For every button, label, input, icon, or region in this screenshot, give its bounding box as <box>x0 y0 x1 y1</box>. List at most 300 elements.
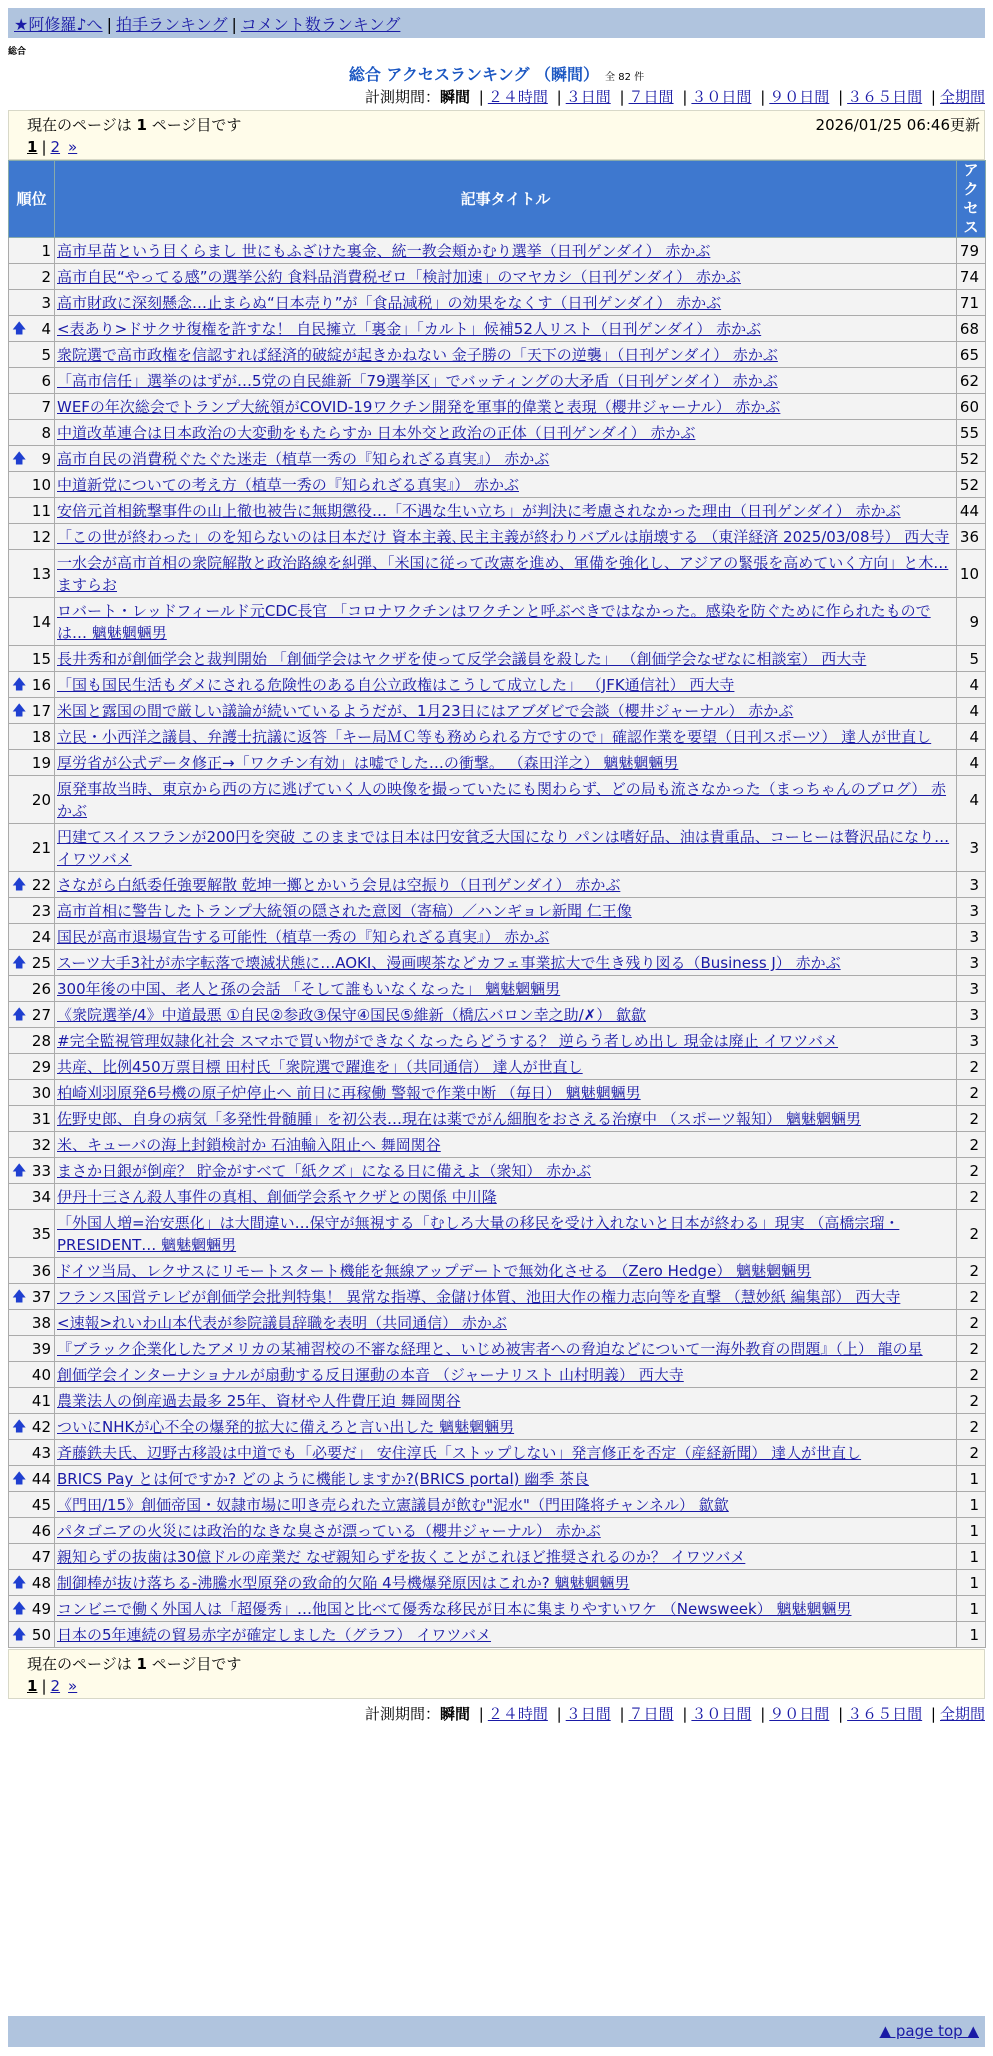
rank-cell <box>9 1388 55 1414</box>
table-row <box>9 1336 986 1362</box>
table-row <box>9 524 986 550</box>
period-current: 瞬間 <box>439 88 470 106</box>
title-cell <box>55 924 957 950</box>
current-page-text: 現在のページは 1 ページ目です <box>27 116 242 134</box>
period-3d-link-bottom[interactable]: ３日間 <box>565 1705 611 1723</box>
title-cell <box>55 1028 957 1054</box>
title-cell <box>55 1570 957 1596</box>
article-title-link[interactable]: 「高市信任」選挙のはずが…5党の自民維新「79選挙区」でバッティングの大矛盾（日刊ゲンダイ） 赤かぶ <box>57 372 778 390</box>
rank-number: 44 <box>31 1470 51 1488</box>
ranking-title: 総合 アクセスランキング （瞬間） <box>348 65 600 84</box>
article-title-link[interactable]: 柏崎刈羽原発6号機の原子炉停止へ 前日に再稼働 警報で作業中断 （毎日） 魑魅魍魎男 <box>57 1084 641 1102</box>
article-title-link[interactable]: 原発事故当時、東京から西の方に逃げていく人の映像を撮っていたにも関わらず、どの局も流さなかった（まっちゃんのブログ） 赤かぶ <box>57 780 947 820</box>
article-title-link[interactable]: 《衆院選挙/4》中道最悪 ①自民②参政③保守④国民⑤維新（橋広バロン幸之助/✗） 歙歙 <box>57 1006 646 1024</box>
rank-up-arrow-icon: 🡅 <box>12 1626 27 1643</box>
article-title-link[interactable]: 《門田/15》創価帝国・奴隷市場に叩き売られた立憲議員が飲む"泥水"（門田隆将チャンネル） 歙歙 <box>57 1496 729 1514</box>
period-7d-link-bottom[interactable]: ７日間 <box>628 1705 674 1723</box>
rank-number: 20 <box>31 791 51 809</box>
article-title-link[interactable]: 「この世が終わった」のを知らないのは日本だけ 資本主義､民主主義が終わりバブルは崩壊する （東洋経済 2025/03/08号） 西大寺 <box>57 528 950 546</box>
table-row <box>9 420 986 446</box>
rank-cell <box>9 1106 55 1132</box>
table-row <box>9 368 986 394</box>
page-top-link[interactable]: ▲ page top ▲ <box>879 2022 979 2040</box>
rank-cell <box>9 316 55 342</box>
rank-number: 34 <box>31 1188 51 1206</box>
table-row <box>9 1132 986 1158</box>
rank-cell <box>9 950 55 976</box>
title-cell <box>55 446 957 472</box>
nav-separator: | <box>231 15 237 34</box>
rank-cell <box>9 264 55 290</box>
title-cell <box>55 1284 957 1310</box>
article-title-link[interactable]: 一水会が高市首相の衆院解散と政治路線を糾弾、「米国に従って改憲を進め、軍備を強化し、アジアの緊張を高めていく方向」と木… ますらお <box>57 554 949 594</box>
period-current-bottom: 瞬間 <box>439 1705 470 1723</box>
table-row <box>9 1440 986 1466</box>
table-row <box>9 316 986 342</box>
pager-bottom: 1 | 2 » <box>27 1677 78 1695</box>
rank-cell <box>9 1080 55 1106</box>
rank-number: 9 <box>41 450 51 468</box>
title-cell <box>55 1596 957 1622</box>
rank-cell <box>9 1184 55 1210</box>
rank-number: 8 <box>41 424 51 442</box>
rank-cell <box>9 420 55 446</box>
article-title-link[interactable]: 安倍元首相銃撃事件の山上徹也被告に無期懲役…「不遇な生い立ち」が判決に考慮されなかった理由（日刊ゲンダイ） 赤かぶ <box>57 502 901 520</box>
article-title-link[interactable]: フランス国営テレビが創価学会批判特集！ 異常な指導、金儲け体質、池田大作の権力志向等を直撃 （慧妙紙 編集部） 西大寺 <box>57 1288 901 1306</box>
title-cell <box>55 290 957 316</box>
article-title-link[interactable]: #完全監視管理奴隷化社会 スマホで買い物ができなくなったらどうする？ 逆らう者しめ出し 現金は廃止 イワツバメ <box>57 1032 839 1050</box>
access-count-cell: 44 <box>957 498 986 524</box>
access-count-cell: 62 <box>957 368 986 394</box>
rank-number: 30 <box>31 1084 51 1102</box>
title-cell <box>55 824 957 872</box>
title-cell <box>55 1132 957 1158</box>
access-count-cell: 2 <box>957 1132 986 1158</box>
article-title-link[interactable]: スーツ大手3社が赤字転落で壊滅状態に…AOKI、漫画喫茶などカフェ事業拡大で生き残り図る（Business J） 赤かぶ <box>57 954 841 972</box>
rank-up-arrow-icon: 🡅 <box>12 320 27 337</box>
title-cell <box>55 750 957 776</box>
rank-column-header: 順位 <box>9 161 55 238</box>
rank-number: 16 <box>31 676 51 694</box>
article-title-link[interactable]: 高市自民“やってる感”の選挙公約 食料品消費税ゼロ「検討加速」のマヤカシ（日刊ゲンダイ） 赤かぶ <box>57 268 741 286</box>
access-count-cell: 2 <box>957 1258 986 1284</box>
rank-number: 46 <box>31 1522 51 1540</box>
title-cell <box>55 342 957 368</box>
rank-cell <box>9 1054 55 1080</box>
rank-number: 50 <box>31 1626 51 1644</box>
rank-cell <box>9 898 55 924</box>
title-cell <box>55 1518 957 1544</box>
article-title-link[interactable]: <表あり>ドサクサ復権を許すな！ 自民擁立「裏金」「カルト」候補52人リスト（日刊ゲンダイ） 赤かぶ <box>57 320 762 338</box>
period-label-bottom: 計測期間： <box>364 1705 440 1723</box>
title-cell <box>55 1184 957 1210</box>
access-count-cell: 3 <box>957 898 986 924</box>
rank-cell <box>9 524 55 550</box>
article-title-link[interactable]: 佐野史郎、自身の病気「多発性骨髄腫」を初公表…現在は薬でがん細胞をおさえる治療中 （スポーツ報知） 魑魅魍魎男 <box>57 1110 861 1128</box>
rank-up-arrow-icon: 🡅 <box>12 1006 27 1023</box>
rank-cell <box>9 1518 55 1544</box>
article-title-link[interactable]: 斉藤鉄夫氏、辺野古移設は中道でも「必要だ」 安住淳氏「ストップしない」発言修正を否定（産経新聞） 達人が世直し <box>57 1444 862 1462</box>
rank-cell <box>9 598 55 646</box>
rank-number: 45 <box>31 1496 51 1514</box>
table-row <box>9 264 986 290</box>
period-24h-link[interactable]: ２４時間 <box>487 88 548 106</box>
table-row <box>9 1570 986 1596</box>
title-cell <box>55 498 957 524</box>
article-title-link[interactable]: 高市財政に深刻懸念…止まらぬ“日本売り”が「食品減税」の効果をなくす（日刊ゲンダイ） 赤かぶ <box>57 294 722 312</box>
article-title-link[interactable]: パタゴニアの火災には政治的なきな臭さが漂っている（櫻井ジャーナル） 赤かぶ <box>57 1522 601 1540</box>
article-title-link[interactable]: 創価学会インターナショナルが扇動する反日運動の本音 （ジャーナリスト 山村明義） 西大寺 <box>57 1366 684 1384</box>
title-cell <box>55 472 957 498</box>
rank-number: 5 <box>41 346 51 364</box>
article-title-link[interactable]: BRICS Pay とは何ですか? どのように機能しますか?(BRICS portal) 幽季 茶良 <box>57 1470 590 1488</box>
title-cell <box>55 238 957 264</box>
rank-number: 48 <box>31 1574 51 1592</box>
access-count-cell: 2 <box>957 1440 986 1466</box>
table-row <box>9 342 986 368</box>
access-count-cell: 79 <box>957 238 986 264</box>
table-row <box>9 550 986 598</box>
period-365d-link-bottom[interactable]: ３６５日間 <box>847 1705 923 1723</box>
rank-up-arrow-icon: 🡅 <box>12 450 27 467</box>
article-title-link[interactable]: 伊丹十三さん殺人事件の真相、創価学会系ヤクザとの関係 中川隆 <box>57 1188 497 1206</box>
nav-asyura-home-link[interactable]: ★阿修羅♪へ <box>14 15 103 34</box>
article-title-link[interactable]: WEFの年次総会でトランプ大統領がCOVID-19ワクチン開発を軍事的偉業と表現（櫻井ジャーナル） 赤かぶ <box>57 398 781 416</box>
table-row <box>9 924 986 950</box>
rank-number: 49 <box>31 1600 51 1618</box>
title-cell <box>55 1258 957 1284</box>
title-cell <box>55 672 957 698</box>
table-row <box>9 598 986 646</box>
page-info-bottom <box>8 1649 985 1699</box>
period-all-link[interactable]: 全期間 <box>939 88 985 106</box>
rank-number: 39 <box>31 1340 51 1358</box>
article-title-link[interactable]: ドイツ当局、レクサスにリモートスタート機能を無線アップデートで無効化させる （Zero Hedge） 魑魅魍魎男 <box>57 1262 812 1280</box>
rank-cell <box>9 646 55 672</box>
table-row <box>9 1184 986 1210</box>
title-cell <box>55 1388 957 1414</box>
rank-cell <box>9 872 55 898</box>
table-row <box>9 498 986 524</box>
rank-number: 17 <box>31 702 51 720</box>
table-row <box>9 472 986 498</box>
access-count-cell: 2 <box>957 1106 986 1132</box>
period-all-link-bottom[interactable]: 全期間 <box>939 1705 985 1723</box>
title-cell <box>55 368 957 394</box>
article-title-link[interactable]: 中道新党についての考え方（植草一秀の『知られざる真実』） 赤かぶ <box>57 476 519 494</box>
table-row <box>9 1284 986 1310</box>
rank-up-arrow-icon: 🡅 <box>12 1470 27 1487</box>
article-title-link[interactable]: まさか日銀が倒産？ 貯金がすべて「紙クズ」になる日に備えよ（衆知） 赤かぶ <box>57 1162 592 1180</box>
access-count-cell: 68 <box>957 316 986 342</box>
rank-cell <box>9 1596 55 1622</box>
rank-cell <box>9 824 55 872</box>
title-cell <box>55 1414 957 1440</box>
rank-number: 18 <box>31 728 51 746</box>
title-cell <box>55 264 957 290</box>
rank-up-arrow-icon: 🡅 <box>12 954 27 971</box>
access-count-cell: 10 <box>957 550 986 598</box>
table-row <box>9 1544 986 1570</box>
article-title-link[interactable]: 300年後の中国、老人と孫の会話 「そして誰もいなくなった」 魑魅魍魎男 <box>57 980 561 998</box>
access-count-cell: 4 <box>957 724 986 750</box>
pager-page-2-link[interactable]: 2 <box>50 138 61 156</box>
article-title-link[interactable]: 高市早苗という目くらまし 世にもふざけた裏金、統一教会頬かむり選挙（日刊ゲンダイ） 赤かぶ <box>57 242 711 260</box>
table-row <box>9 824 986 872</box>
table-header-row <box>9 161 986 238</box>
page-info-top <box>8 110 985 160</box>
table-row <box>9 1362 986 1388</box>
updated-timestamp: 2026/01/25 06:46更新 <box>815 116 980 134</box>
article-title-link[interactable]: 厚労省が公式データ修正→「ワクチン有効」は嘘でした…の衝撃。 （森田洋之） 魑魅魍魎男 <box>57 754 679 772</box>
access-count-cell: 2 <box>957 1158 986 1184</box>
rank-number: 23 <box>31 902 51 920</box>
table-row <box>9 698 986 724</box>
article-title-link[interactable]: さながら白紙委任強要解散 乾坤一擲とかいう会見は空振り（日刊ゲンダイ） 赤かぶ <box>57 876 621 894</box>
title-cell <box>55 1080 957 1106</box>
access-count-cell: 71 <box>957 290 986 316</box>
rank-number: 42 <box>31 1418 51 1436</box>
article-title-link[interactable]: 『ブラック企業化したアメリカの某補習校の不審な経理と、いじめ被害者への脅迫などについて一海外教育の問題』（上） 龍の星 <box>57 1340 923 1358</box>
pager-next-link[interactable]: » <box>68 138 78 156</box>
article-title-link[interactable]: 米、キューバの海上封鎖検討か 石油輸入阻止へ 舞岡関谷 <box>57 1136 441 1154</box>
table-row <box>9 1596 986 1622</box>
article-title-link[interactable]: ついにNHKが心不全の爆発的拡大に備えろと言い出した 魑魅魍魎男 <box>57 1418 515 1436</box>
rank-number: 19 <box>31 754 51 772</box>
rank-number: 27 <box>31 1006 51 1024</box>
title-cell <box>55 1466 957 1492</box>
rank-number: 31 <box>31 1110 51 1128</box>
access-count-cell: 4 <box>957 750 986 776</box>
table-row <box>9 724 986 750</box>
rank-cell <box>9 672 55 698</box>
table-row <box>9 1622 986 1648</box>
access-count-cell: 5 <box>957 646 986 672</box>
article-title-link[interactable]: 高市首相に警告したトランプ大統領の隠された意図（寄稿）／ハンギョレ新聞 仁王像 <box>57 902 632 920</box>
rank-number: 47 <box>31 1548 51 1566</box>
rank-number: 28 <box>31 1032 51 1050</box>
rank-number: 15 <box>31 650 51 668</box>
table-row <box>9 1466 986 1492</box>
pager-current-page-bottom: 1 <box>27 1677 38 1695</box>
article-title-link[interactable]: 農業法人の倒産過去最多 25年、資材や人件費圧迫 舞岡関谷 <box>57 1392 461 1410</box>
rank-number: 32 <box>31 1136 51 1154</box>
rank-cell <box>9 1132 55 1158</box>
title-cell <box>55 1362 957 1388</box>
access-count-cell: 1 <box>957 1622 986 1648</box>
title-cell <box>55 394 957 420</box>
access-count-cell: 36 <box>957 524 986 550</box>
rank-cell <box>9 446 55 472</box>
article-title-link[interactable]: 「国も国民生活もダメにされる危険性のある自公立政権はこうして成立した」 （JFK通信社） 西大寺 <box>57 676 735 694</box>
article-title-link[interactable]: 米国と露国の間で厳しい議論が続いているようだが、1月23日にはアブダビで会談（櫻井ジャーナル） 赤かぶ <box>57 702 794 720</box>
rank-number: 12 <box>31 528 51 546</box>
rank-cell <box>9 1002 55 1028</box>
rank-number: 43 <box>31 1444 51 1462</box>
rank-number: 33 <box>31 1162 51 1180</box>
article-title-link[interactable]: 親知らずの抜歯は30億ドルの産業だ なぜ親知らずを抜くことがこれほど推奨されるのか？ イワツバメ <box>57 1548 746 1566</box>
rank-number: 10 <box>31 476 51 494</box>
title-cell <box>55 1492 957 1518</box>
category-label: 総合 <box>8 47 27 57</box>
period-90d-link[interactable]: ９０日間 <box>769 88 830 106</box>
title-cell <box>55 1336 957 1362</box>
article-title-link[interactable]: 「外国人増=治安悪化」は大間違い…保守が無視する「むしろ大量の移民を受け入れないと日本が終わる」現実 （高橋宗瑠・PRESIDENT… 魑魅魍魎男 <box>57 1214 900 1254</box>
article-title-link[interactable]: 共産、比例450万票目標 田村氏「衆院選で躍進を」（共同通信） 達人が世直し <box>57 1058 583 1076</box>
table-row <box>9 776 986 824</box>
title-column-header: 記事タイトル <box>55 161 957 238</box>
table-row <box>9 1054 986 1080</box>
table-row <box>9 1210 986 1258</box>
rank-up-arrow-icon: 🡅 <box>12 1288 27 1305</box>
access-count-cell: 52 <box>957 472 986 498</box>
rank-number: 24 <box>31 928 51 946</box>
rank-cell <box>9 238 55 264</box>
article-title-link[interactable]: 国民が高市退場宣告する可能性（植草一秀の『知られざる真実』） 赤かぶ <box>57 928 550 946</box>
rank-up-arrow-icon: 🡅 <box>12 1574 27 1591</box>
top-nav <box>8 8 985 38</box>
access-count-cell: 2 <box>957 1414 986 1440</box>
access-count-cell: 3 <box>957 950 986 976</box>
rank-number: 4 <box>41 320 51 338</box>
period-7d-link[interactable]: ７日間 <box>628 88 674 106</box>
rank-number: 11 <box>31 502 51 520</box>
article-title-link[interactable]: 日本の5年連続の貿易赤字が確定しました（グラフ） イワツバメ <box>57 1626 492 1644</box>
title-cell <box>55 1310 957 1336</box>
rank-cell <box>9 1570 55 1596</box>
article-title-link[interactable]: ロバート・レッドフィールド元CDC長官 「コロナワクチンはワクチンと呼ぶべきではなかった。感染を防ぐために作られたものでは… 魑魅魍魎男 <box>57 602 931 642</box>
rank-cell <box>9 1362 55 1388</box>
access-count-cell: 2 <box>957 1284 986 1310</box>
article-title-link[interactable]: 長井秀和が創価学会と裁判開始 「創価学会はヤクザを使って反学会議員を殺した」 （創価学会なぜなに相談室） 西大寺 <box>57 650 867 668</box>
table-row <box>9 1518 986 1544</box>
rank-cell <box>9 1284 55 1310</box>
table-row <box>9 1158 986 1184</box>
title-cell <box>55 1158 957 1184</box>
title-cell <box>55 1002 957 1028</box>
period-selector-bottom: 計測期間：瞬間 | ２４時間 | ３日間 | ７日間 | ３０日間 | ９０日間 | ３６５日間 | 全期間 <box>364 1705 985 1723</box>
access-count-cell: 65 <box>957 342 986 368</box>
table-row <box>9 750 986 776</box>
access-count-cell: 2 <box>957 1210 986 1258</box>
article-title-link[interactable]: 立民・小西洋之議員、弁護士抗議に返答「キー局ＭＣ等も務められる方ですので」確認作業を要望（日刊スポーツ） 達人が世直し <box>57 728 932 746</box>
title-cell <box>55 898 957 924</box>
rank-cell <box>9 1492 55 1518</box>
period-3d-link[interactable]: ３日間 <box>565 88 611 106</box>
rank-number: 13 <box>31 565 51 583</box>
period-30d-link-bottom[interactable]: ３０日間 <box>691 1705 752 1723</box>
rank-number: 40 <box>31 1366 51 1384</box>
rank-cell <box>9 290 55 316</box>
rank-number: 41 <box>31 1392 51 1410</box>
rank-number: 37 <box>31 1288 51 1306</box>
table-row <box>9 898 986 924</box>
period-24h-link-bottom[interactable]: ２４時間 <box>487 1705 548 1723</box>
table-row <box>9 290 986 316</box>
period-30d-link[interactable]: ３０日間 <box>691 88 752 106</box>
table-row <box>9 1106 986 1132</box>
rank-cell <box>9 472 55 498</box>
access-count-cell: 3 <box>957 1028 986 1054</box>
access-count-cell: 2 <box>957 1310 986 1336</box>
title-cell <box>55 776 957 824</box>
pager-current-page: 1 <box>27 138 38 156</box>
article-title-link[interactable]: 高市自民の消費税ぐたぐた迷走（植草一秀の『知られざる真実』） 赤かぶ <box>57 450 550 468</box>
rank-number: 26 <box>31 980 51 998</box>
nav-applause-ranking-link[interactable]: 拍手ランキング <box>115 15 228 34</box>
article-title-link[interactable]: 衆院選で高市政権を信認すれば経済的破綻が起きかねない 金子勝の「天下の逆襲」（日刊ゲンダイ） 赤かぶ <box>57 346 778 364</box>
current-page-text-bottom: 現在のページは 1 ページ目です <box>27 1655 242 1673</box>
article-title-link[interactable]: コンビニで働く外国人は「超優秀」…他国と比べて優秀な移民が日本に集まりやすいワケ （Newsweek） 魑魅魍魎男 <box>57 1600 852 1618</box>
article-title-link[interactable]: <速報>れいわ山本代表が参院議員辞職を表明（共同通信） 赤かぶ <box>57 1314 507 1332</box>
article-title-link[interactable]: 中道改革連合は日本政治の大変動をもたらすか 日本外交と政治の正体（日刊ゲンダイ） 赤かぶ <box>57 424 696 442</box>
period-90d-link-bottom[interactable]: ９０日間 <box>769 1705 830 1723</box>
rank-number: 38 <box>31 1314 51 1332</box>
access-count-cell: 1 <box>957 1492 986 1518</box>
nav-comment-ranking-link[interactable]: コメント数ランキング <box>240 15 401 34</box>
rank-cell <box>9 1440 55 1466</box>
rank-number: 2 <box>41 268 51 286</box>
access-count-cell: 3 <box>957 872 986 898</box>
rank-number: 25 <box>31 954 51 972</box>
period-365d-link[interactable]: ３６５日間 <box>847 88 923 106</box>
pager-page-2-link-bottom[interactable]: 2 <box>50 1677 61 1695</box>
table-row <box>9 238 986 264</box>
access-count-cell: 3 <box>957 924 986 950</box>
access-count-cell: 60 <box>957 394 986 420</box>
rank-cell <box>9 394 55 420</box>
rank-number: 36 <box>31 1262 51 1280</box>
title-cell <box>55 1210 957 1258</box>
access-count-cell: 3 <box>957 824 986 872</box>
rank-cell <box>9 368 55 394</box>
access-count-cell: 3 <box>957 976 986 1002</box>
access-count-cell: 74 <box>957 264 986 290</box>
title-cell <box>55 950 957 976</box>
title-cell <box>55 1544 957 1570</box>
table-row <box>9 394 986 420</box>
access-count-cell: 9 <box>957 598 986 646</box>
rank-number: 21 <box>31 839 51 857</box>
access-count-cell: 4 <box>957 672 986 698</box>
title-cell <box>55 524 957 550</box>
title-cell <box>55 316 957 342</box>
access-count-cell: 2 <box>957 1080 986 1106</box>
title-cell <box>55 1622 957 1648</box>
access-count-cell: 1 <box>957 1518 986 1544</box>
rank-number: 29 <box>31 1058 51 1076</box>
title-cell <box>55 1106 957 1132</box>
rank-cell <box>9 1258 55 1284</box>
access-count-cell: 2 <box>957 1362 986 1388</box>
article-title-link[interactable]: 制御棒が抜け落ちる-沸騰水型原発の致命的欠陥 4号機爆発原因はこれか? 魑魅魍魎男 <box>57 1574 630 1592</box>
rank-cell <box>9 1622 55 1648</box>
rank-cell <box>9 342 55 368</box>
rank-cell <box>9 550 55 598</box>
access-count-cell: 4 <box>957 698 986 724</box>
rank-number: 1 <box>41 242 51 260</box>
access-column-header: アクセス <box>957 161 986 238</box>
title-cell <box>55 698 957 724</box>
rank-cell <box>9 1310 55 1336</box>
pager-next-link-bottom[interactable]: » <box>68 1677 78 1695</box>
article-title-link[interactable]: 円建てスイスフランが200円を突破 このままでは日本は円安貧乏大国になり パンは嗜好品、油は貴重品、コーヒーは贅沢品になり… イワツバメ <box>57 828 950 868</box>
access-count-cell: 2 <box>957 1336 986 1362</box>
table-row <box>9 672 986 698</box>
ranking-table-body <box>9 238 986 1648</box>
rank-cell <box>9 750 55 776</box>
rank-cell <box>9 724 55 750</box>
